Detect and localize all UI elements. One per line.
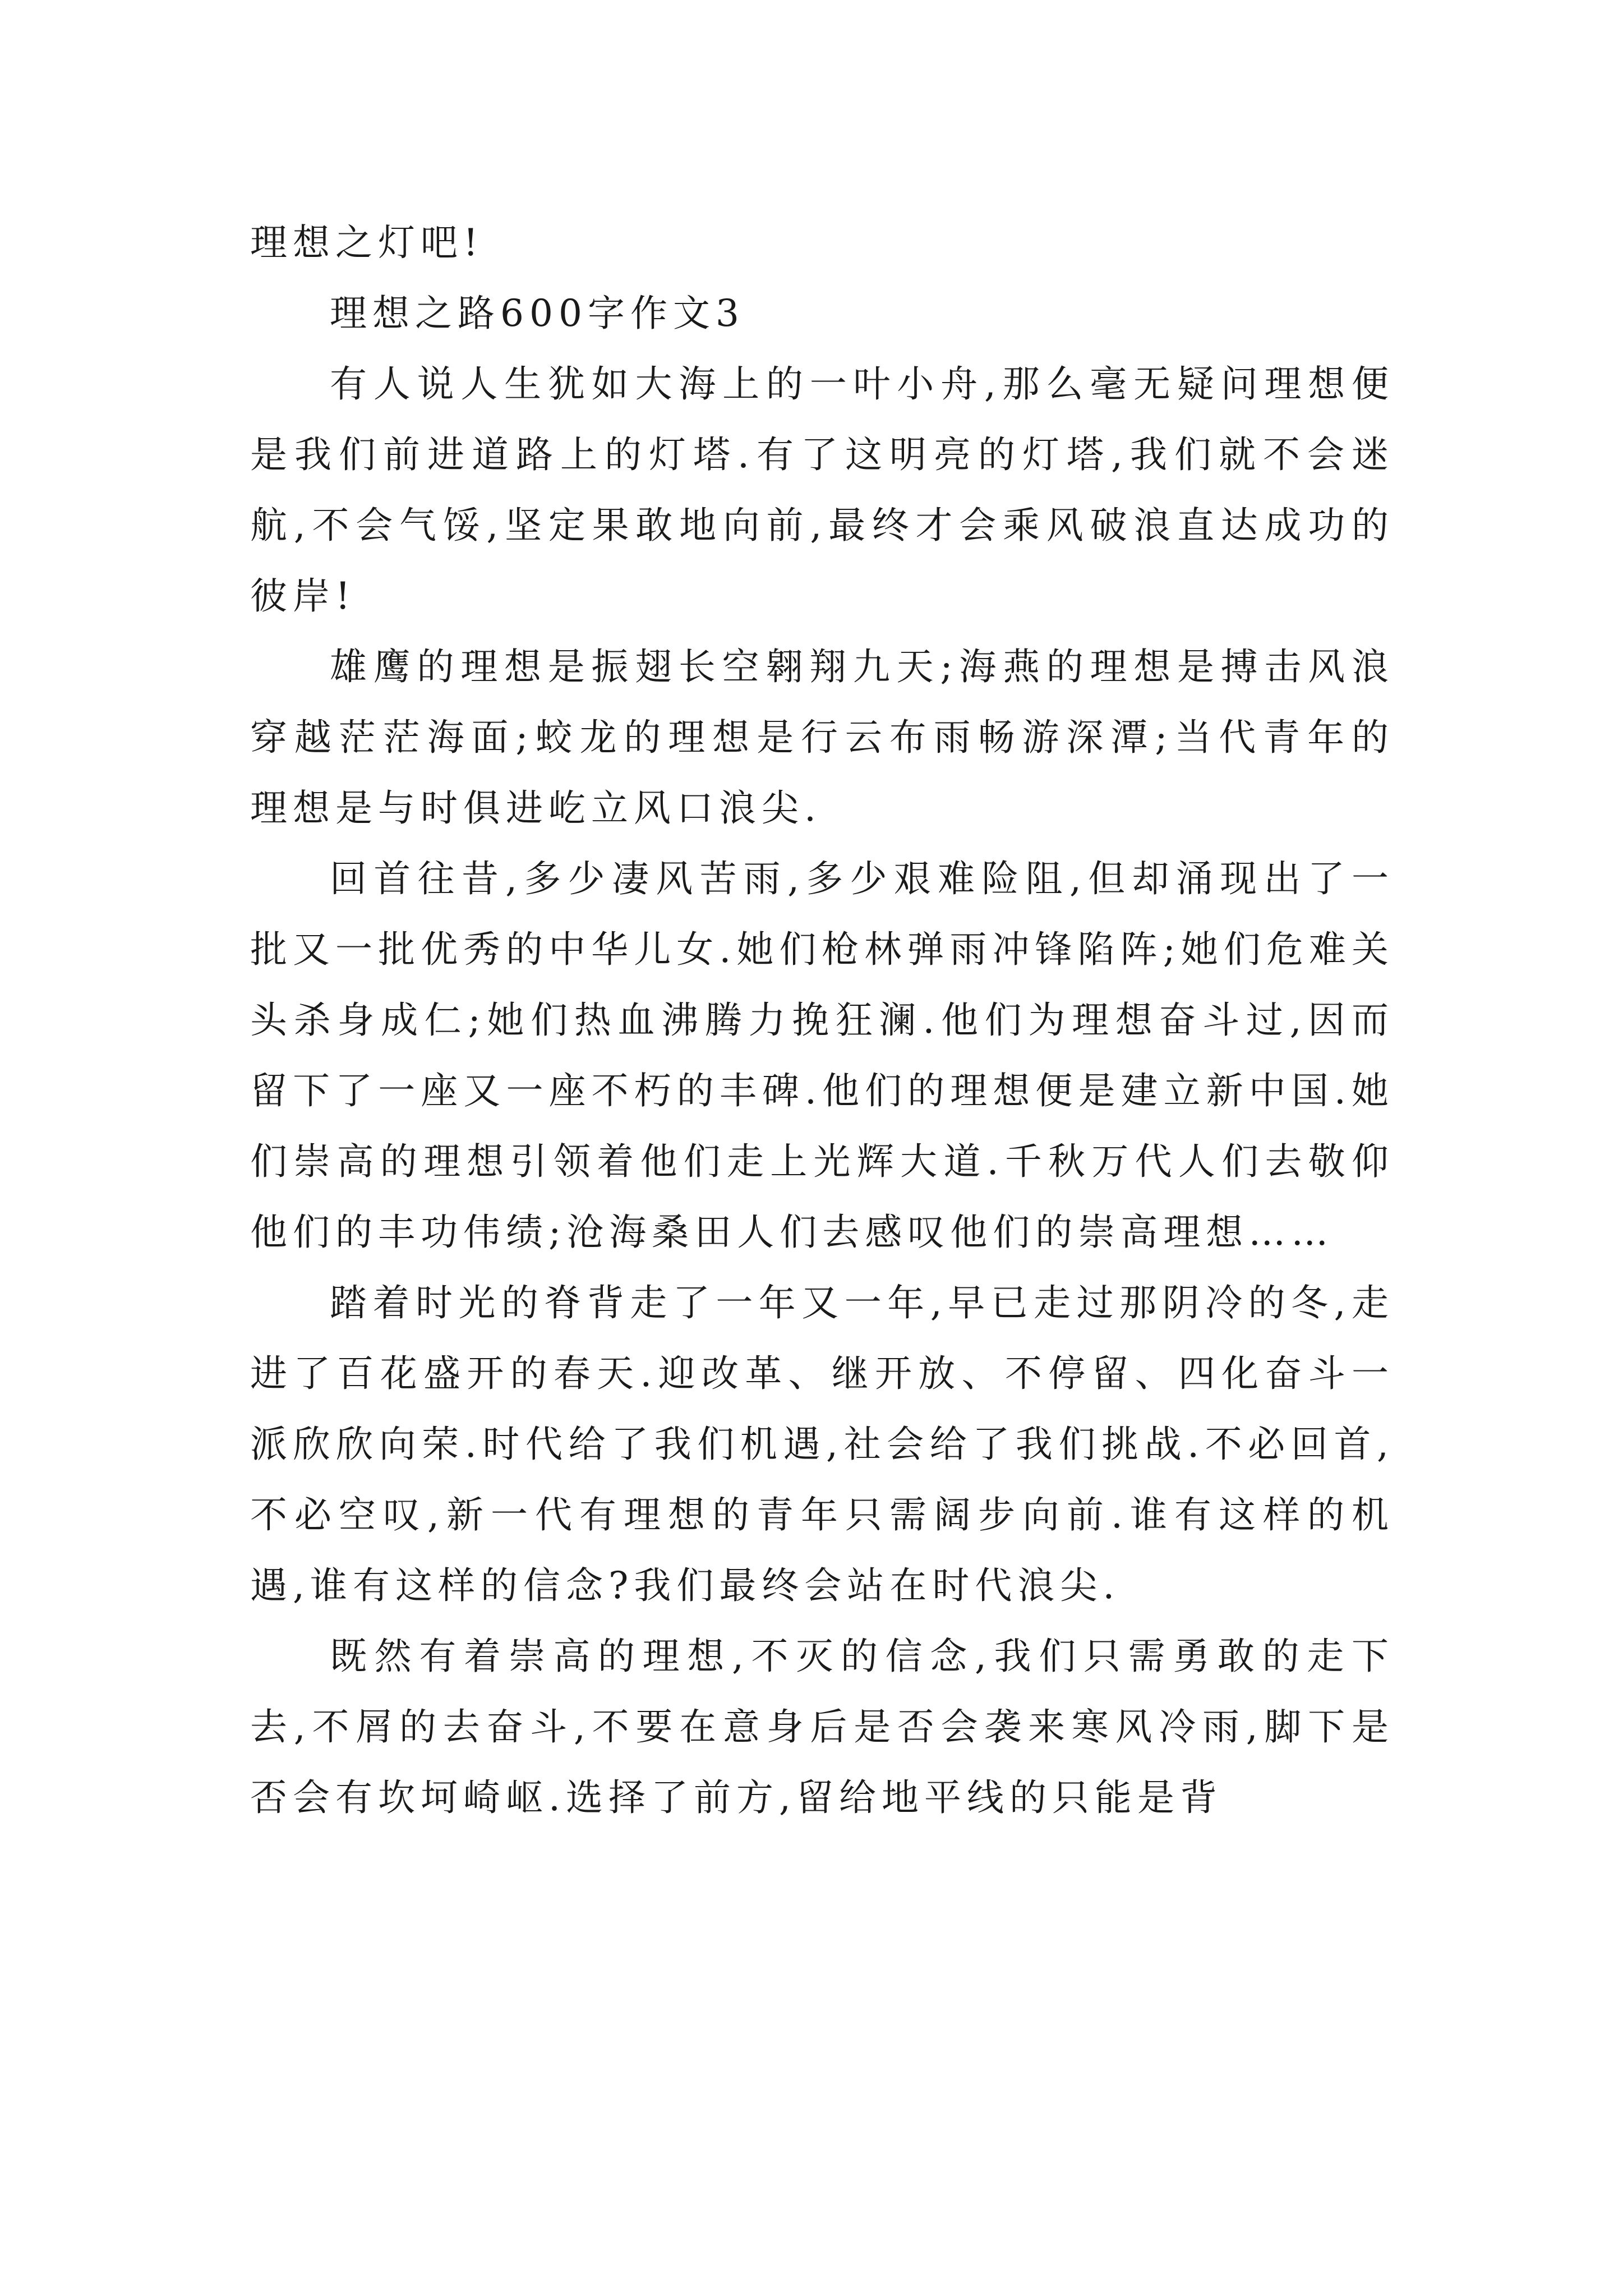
paragraph-belief: 既然有着崇高的理想,不灭的信念,我们只需勇敢的走下去,不屑的去奋斗,不要在意身后是否会袭来寒风冷雨,脚下是否会有坎坷崎岖.选择了前方,留给地平线的只能是背 <box>250 1635 1394 1819</box>
paragraph-history: 回首往昔,多少凄风苦雨,多少艰难险阻,但却涌现出了一批又一批优秀的中华儿女.她们枪林弹雨冲锋陷阵;她们危难关头杀身成仁;她们热血沸腾力挽狂澜.他们为理想奋斗过,因而留下了一座又一座不朽的丰碑.他们的理想便是建立新中国.她们崇高的理想引领着他们走上光辉大道.千秋万代人们去敬仰他们的丰功伟绩;沧海桑田人们去感叹他们的崇高理想…… <box>250 857 1394 1254</box>
essay-heading: 理想之路600字作文3 <box>330 292 745 335</box>
paragraph-eagle: 雄鹰的理想是振翅长空翱翔九天;海燕的理想是搏击风浪穿越茫茫海面;蛟龙的理想是行云布雨畅游深潭;当代青年的理想是与时俱进屹立风口浪尖. <box>250 645 1394 830</box>
paragraph-lighthouse: 有人说人生犹如大海上的一叶小舟,那么毫无疑问理想便是我们前进道路上的灯塔.有了这明亮的灯塔,我们就不会迷航,不会气馁,坚定果敢地向前,最终才会乘风破浪直达成功的彼岸! <box>250 362 1394 618</box>
paragraph-era: 踏着时光的脊背走了一年又一年,早已走过那阴冷的冬,走进了百花盛开的春天.迎改革、继开放、不停留、四化奋斗一派欣欣向荣.时代给了我们机遇,社会给了我们挑战.不必回首,不必空叹,新一代有理想的青年只需阔步向前.谁有这样的机遇,谁有这样的信念?我们最终会站在时代浪尖. <box>250 1281 1394 1607</box>
document-body <box>250 208 1394 1833</box>
paragraph-continuation: 理想之灯吧! <box>250 221 484 264</box>
